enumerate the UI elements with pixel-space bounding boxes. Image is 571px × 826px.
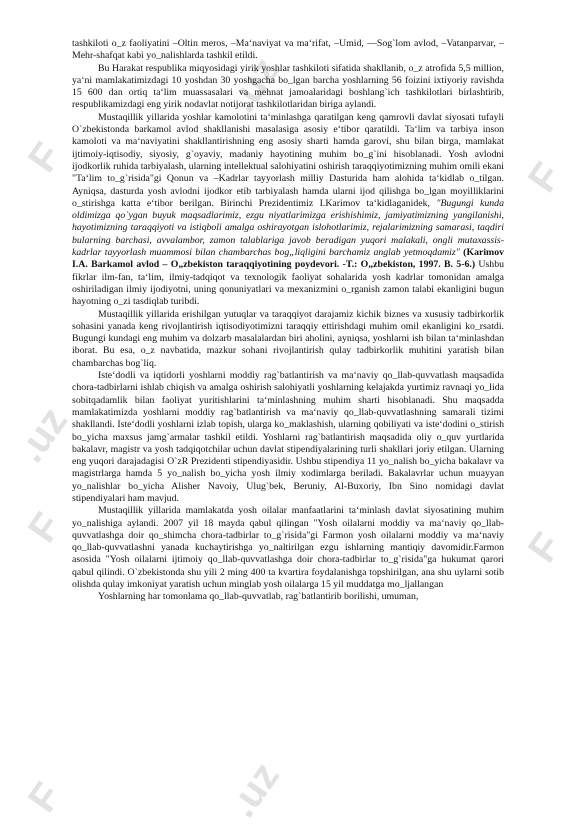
paragraph-text: Mustaqillik yillarida mamlakatda yosh oilalar manfaatlarini ta‘minlash davlat siyosatining muhim yo_nalishiga aylandi. 2007 yil 18 mayda qabul qilingan "Yosh oilalarni moddiy va ma‘naviy qo_llab-quvvatlashga doir qo_shimcha chora-tadbirlar to_g`risida"gi Farmon yosh oilalarni moddiy va ma‘naviy qo_llab-quvvatlashni yanada kuchaytirishga yo_naltirilgan ezgu ishlarning mantiqiy davomidir.Farmon asosida "Yosh oilalarni ijtimoiy qo_llab-quvvatlashga doir chora-tadbirlar to_g`risida"ga hukumat qarori qabul qilindi. O`zbekistonda shu yili 2 ming 400 ta kvartira foydalanishga topshirilgan, ana shu uylarni sotib olishda qulay imkoniyat yaratish uchun minglab yosh oilalarga 15 yil muddatga mo_ljallangan	[72, 505, 504, 591]
paragraph	[72, 591, 504, 603]
paragraph	[72, 505, 504, 591]
paragraph	[72, 112, 504, 309]
paragraph-text: Mustaqillik yillarida yoshlar kamolotini ta‘minlashga qaratilgan keng qamrovli davlat siyosati tufayli O`zbekistonda barkamol avlod shakllanishi masalasiga asosiy e‘tibor qaratildi. Ta‘lim va tarbiya inson kamoloti va ma‘naviyatini shakllantirishning eng asosiy sharti hamda garovi, shu bilan birga, mamlakat ijtimoiy-iqtisodiy, siyosiy, g`oyaviy, madaniy hayotining muhim bo_g`ini hisoblanadi. Yosh avlodni ijodkorlik ruhida tarbiyalash, ularning intellektual salohiyatini oshirish taraqqiyotimizning muhim omili ekani "Ta‘lim to_g`risida"gi Qonun va –Kadrlar tayyorlash milliy Dasturida ham alohida ta‘kidlab o_tilgan. Ayniqsa, dasturda yosh avlodni ijodkor etib tarbiyalash hamda ularni ijod qilishga bo_lgan moyilliklarini o_stirishga katta e‘tibor berilgan. Birinchi Prezidentimiz I.Karimov ta‘kidlaganidek,	[72, 111, 504, 209]
watermark-text: F	[20, 134, 71, 181]
citation-text: (Karimov I.A. Barkamol avlod – O„zbekiston taraqqiyotining poydevori. -T.: O„zbekiston, 1997. B. 5-6.)	[72, 247, 504, 271]
watermark-text: F	[520, 524, 571, 571]
watermark-text: F	[520, 154, 571, 201]
paragraph-text: Bu Harakat respublika miqyosidagi yirik yoshlar tashkiloti sifatida shakllanib, o_z atrofida 5,5 million, ya‘ni mamlakatimizdagi 10 yoshdan 30 yoshgacha bo_lgan barcha yoshlarning 56 foizini ixtiyoriy ravishda 15 600 dan ortiq ta‘lim muassasalari va mehnat jamoalaridagi boshlang`ich tashkilotlari birlashtirib, respublikamizdagi eng yirik nodavlat notijorat tashkilotlaridan biriga aylandi.	[72, 62, 504, 111]
watermark-text: .uz	[220, 754, 288, 826]
paragraph-text: Iste‘dodli va iqtidorli yoshlarni moddiy rag`batlantirish va ma‘naviy qo_llab-quvvatlash maqsadida chora-tadbirlarni ishlab chiqish va amalga oshirish salohiyatli yoshlarning kelajakda yurtimiz ravnaqi yo_lida sobitqadamlik bilan faoliyat yuritishlarini ta‘minlashning muhim sharti hisoblanadi. Shu maqsadda mamlakatimizda yoshlarni moddiy rag`batlantirish va ma‘naviy qo_llab-quvvatlashning samarali tizimi shakllandi. Iste‘dodli yoshlarni izlab topish, ularga ko_maklashish, ularning qobiliyati va iste‘dodini o_stirish bo_yicha maxsus jamg`armalar tashkil etildi. Yoshlarni rag`batlantirish maqsadida oliy o_quv yurtlarida bakalavr, magistr va yosh tadqiqotchilar uchun davlat stipendiyalarining turli shakllari joriy etilgan. Ularning eng yuqori darajadagisi O`zR Prezidenti stipendiyasidir. Ushbu stipendiya 11 yo_nalish bo_yicha bakalavr va magistrlarga hamda 5 yo_nalish bo_yicha yosh ilmiy xodimlarga beriladi. Bakalavrlar uchun muayyan yo_nalishlar bo_yicha Alisher Navoiy, Ulug`bek, Beruniy, Al-Buxoriy, Ibn Sino nomidagi davlat stipendiyalari ham mavjud.	[72, 370, 504, 504]
paragraph	[72, 309, 504, 370]
watermark-text: F	[20, 774, 71, 821]
watermark-text: .uz	[220, 49, 288, 121]
paragraph	[72, 63, 504, 112]
quotation-text: "Bugungi kunda oldimizga qo`ygan buyuk maqsadlarimiz, ezgu niyatlarimizga erishishimiz, jamiyatimizning yangilanishi, hayotimizning taraqqiyoti va istiqboli amalga oshirayotgan islohotlarimiz, rejalarimizning samarasi, taqdiri bularning barchasi, avvalambor, zamon talablariga javob beradigan yuqori malakali, ongli mutaxassis-kadrlar tayyorlash muammosi bilan chambarchas bog„liqligini barchamiz anglab yetmoqdamiz"	[72, 197, 504, 259]
paragraph	[72, 38, 504, 63]
paragraph-text: Ushbu fikrlar ilm-fan, ta‘lim, ilmiy-tadqiqot va texnologik faoliyat sohalarida yosh kadrlar tomonidan amalga oshiriladigan ilmiy ijodiyotni, uning qonuniyatlari va mexanizmini o_rganish zamon talabi ekanligini bugun hayotning o_zi tasdiqlab turibdi.	[72, 259, 504, 308]
paragraph-text: Mustaqillik yillarida erishilgan yutuqlar va taraqqiyot darajamiz kichik biznes va xususiy tadbirkorlik sohasini yanada keng rivojlantirish iqtisodiyotimizni taraqqiy ettirishdagi muhim omil ekanligini ko_rsatdi. Bugungi kundagi eng muhim va dolzarb masalalardan biri aholini, ayniqsa, yoshlarni ish bilan ta‘minlashdan iborat. Bu esa, o_z navbatida, mazkur sohani rivojlantirish qulay tadbirkorlik muhitini yaratish bilan chambarchas bog`liq.	[72, 308, 504, 369]
paragraph-text: tashkiloti o_z faoliyatini –Oltin meros, –Ma‘naviyat va ma‘rifat, –Umid, ―Sog`lom avlod, –Vatanparvar, –Mehr-shafqat kabi yo_nalishlarda tashkil etildi.	[72, 38, 504, 62]
paragraph	[72, 370, 504, 505]
document-body	[72, 38, 504, 604]
watermark-text: F	[20, 504, 71, 551]
paragraph-text: Yoshlarning har tomonlama qo_llab-quvvatlab, rag`batlantirib borilishi, umuman,	[98, 591, 419, 603]
watermark-text: .uz	[8, 399, 76, 471]
